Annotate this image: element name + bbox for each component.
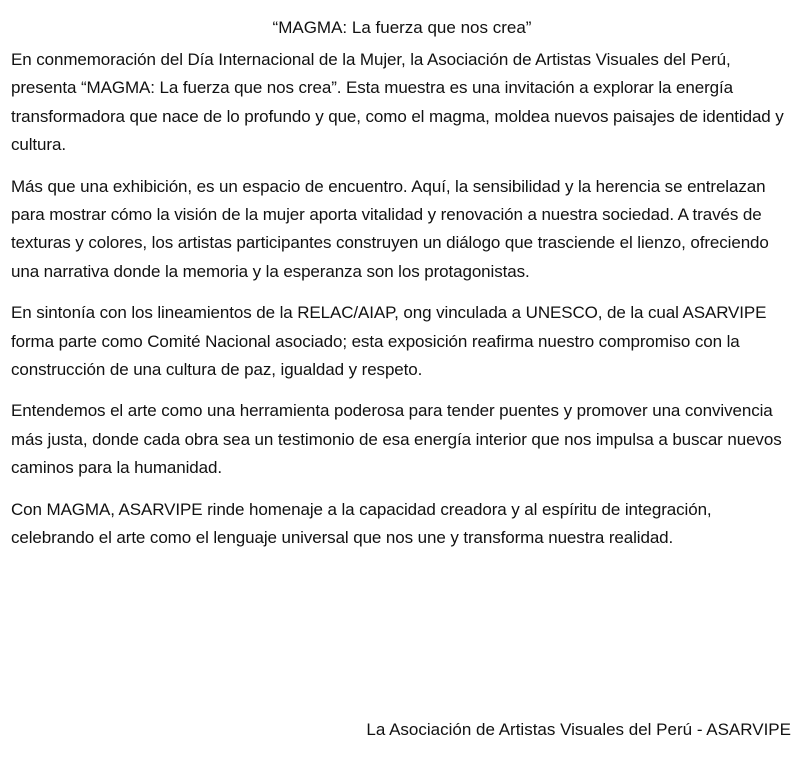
paragraph-relac-aiap: En sintonía con los lineamientos de la RELAC/AIAP, ong vinculada a UNESCO, de la cual ASARVIPE forma parte como Comité Nacional asociado; esta exposición reafirma nuestro compromiso con la construcción de una cultura de paz, igualdad y respeto. xyxy=(11,303,767,380)
paragraph-homage: Con MAGMA, ASARVIPE rinde homenaje a la capacidad creadora y al espíritu de integración, celebrando el arte como el lenguaje universal que nos une y transforma nuestra realidad. xyxy=(11,499,712,548)
paragraph-art-bridges: Entendemos el arte como una herramienta poderosa para tender puentes y promover una convivencia más justa, donde cada obra sea un testimonio de esa energía interior que nos impulsa a buscar nuevos caminos para la humanidad. xyxy=(11,401,782,478)
paragraph-encounter: Más que una exhibición, es un espacio de encuentro. Aquí, la sensibilidad y la herencia se entrelazan para mostrar cómo la visión de la mujer aporta vitalidad y renovación a nuestra sociedad. A través de texturas y colores, los artistas participantes construyen un diálogo que trasciende el lienzo, ofreciendo una narrativa donde la memoria y la esperanza son los protagonistas. xyxy=(11,176,769,281)
document-title: “MAGMA: La fuerza que nos crea” xyxy=(272,18,532,37)
document-page xyxy=(11,14,793,749)
signature-line: La Asociación de Artistas Visuales del Perú - ASARVIPE xyxy=(366,720,791,739)
paragraph-introduction: En conmemoración del Día Internacional de la Mujer, la Asociación de Artistas Visuales del Perú, presenta “MAGMA: La fuerza que nos crea”. Esta muestra es una invitación a explorar la energía transformadora que nace de lo profundo y que, como el magma, moldea nuevos paisajes de identidad y cultura. xyxy=(11,50,784,155)
